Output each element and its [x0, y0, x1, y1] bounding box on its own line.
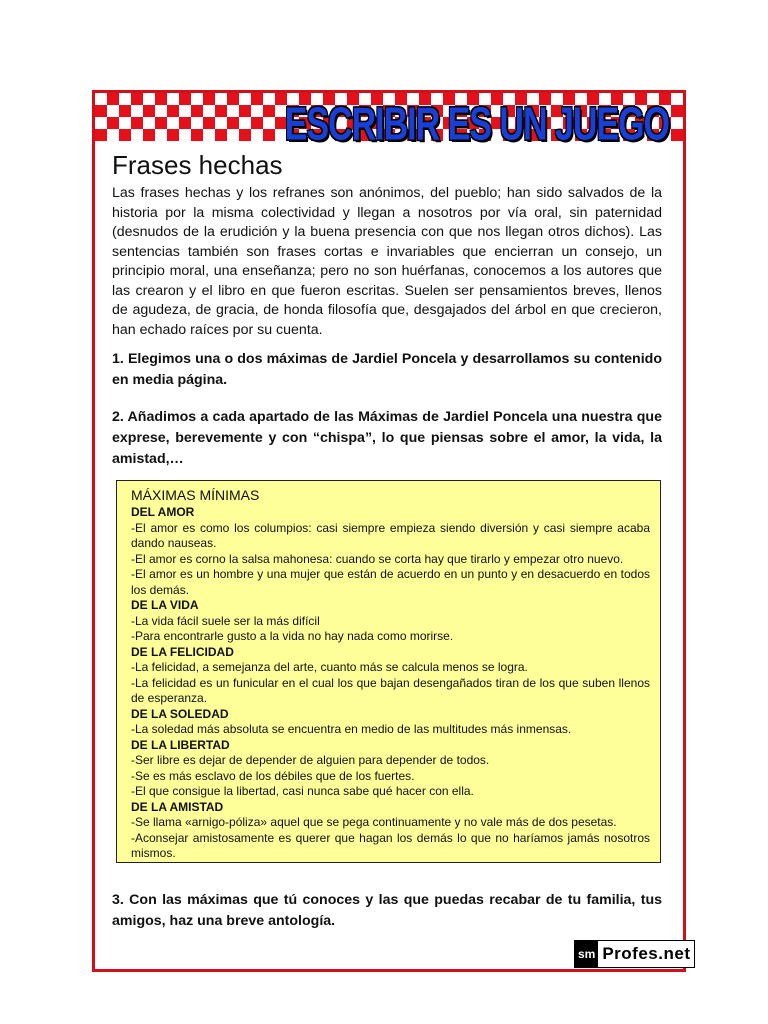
task-1: 1. Elegimos una o dos máximas de Jardiel Poncela y desarrollamos su contenido en media página.	[112, 351, 662, 388]
section-libertad: DE LA LIBERTAD	[131, 737, 230, 752]
intro-paragraph: Las frases hechas y los refranes son anónimos, del pueblo; han sido salvados de la historia por la misma colectividad y llegan a nosotros por vía oral, sin paternidad (desnudos de la erudición y la buena presencia con que nos llegan otros dichos). Las sentencias también son frases cortas e invariables que encierran un consejo, un principio moral, una enseñanza; pero no son huérfanas, conocemos a los autores que las crearon y el libro en que fueron escritas. Suelen ser pensamientos breves, llenos de agudeza, de gracia, de honda filosofía que, desgajados del árbol en que crecieron, han echado raíces por su cuenta.	[112, 185, 662, 338]
profes-net-logo	[574, 940, 695, 968]
banner-title: ESCRIBIR ES UN JUEGO	[284, 99, 669, 151]
section-felicidad: DE LA FELICIDAD	[131, 644, 234, 659]
maxima-item: -Aconsejar amistosamente es querer que hagan los demás lo que no haríamos jamás nosotros mismos.	[131, 830, 650, 860]
maxima-item: -La vida fácil suele ser la más difícil	[131, 613, 320, 628]
maximas-box	[116, 480, 661, 863]
maxima-item: -Ser libre es dejar de depender de alguien para depender de todos.	[131, 753, 490, 767]
maxima-item: -El que consigue la libertad, casi nunca sabe qué hacer con ella.	[131, 784, 474, 798]
maximas-heading: MÁXIMAS MÍNIMAS	[131, 487, 260, 503]
section-soledad: DE LA SOLEDAD	[131, 706, 229, 721]
maxima-item: -La felicidad, a semejanza del arte, cuanto más se calcula menos se logra.	[131, 660, 528, 674]
maxima-item: -El amor es como los columpios: casi siempre empieza siendo diversión y casi siempre acaba dando nauseas.	[131, 520, 650, 550]
maxima-item: -El amor es un hombre y una mujer que están de acuerdo en un punto y en desacuerdo en todos los demás.	[131, 567, 650, 597]
section-vida: DE LA VIDA	[131, 598, 199, 612]
task-2: 2. Añadimos a cada apartado de las Máximas de Jardiel Poncela una nuestra que exprese, berevemente y con “chispa”, lo que piensas sobre el amor, la vida, la amistad,…	[112, 409, 662, 467]
maxima-item: -Se llama «arnigo-póliza» aquel que se pega continuamente y no vale más de dos pesetas.	[131, 815, 617, 829]
maxima-item: -Para encontrarle gusto a la vida no hay nada como morirse.	[131, 629, 454, 643]
maxima-item: -El amor es corno la salsa mahonesa: cuando se corta hay que tirarlo y empezar otro nuevo.	[131, 551, 624, 566]
maxima-item: -Se es más esclavo de los débiles que de los fuertes.	[131, 768, 415, 783]
section-amistad: DE LA AMISTAD	[131, 799, 224, 814]
page-title: Frases hechas	[112, 150, 283, 180]
task-3: 3. Con las máximas que tú conoces y las que puedas recabar de tu familia, tus amigos, haz una breve antología.	[112, 892, 662, 929]
sm-logo-mark: sm	[575, 941, 598, 967]
maxima-item: -La soledad más absoluta se encuentra en medio de las multitudes más inmensas.	[131, 722, 572, 736]
section-amor: DEL AMOR	[131, 505, 195, 519]
maxima-item: -La felicidad es un funicular en el cual los que bajan desengañados tiran de los que suben llenos de esperanza.	[131, 675, 650, 705]
logo-text: Profes.net	[598, 941, 694, 967]
